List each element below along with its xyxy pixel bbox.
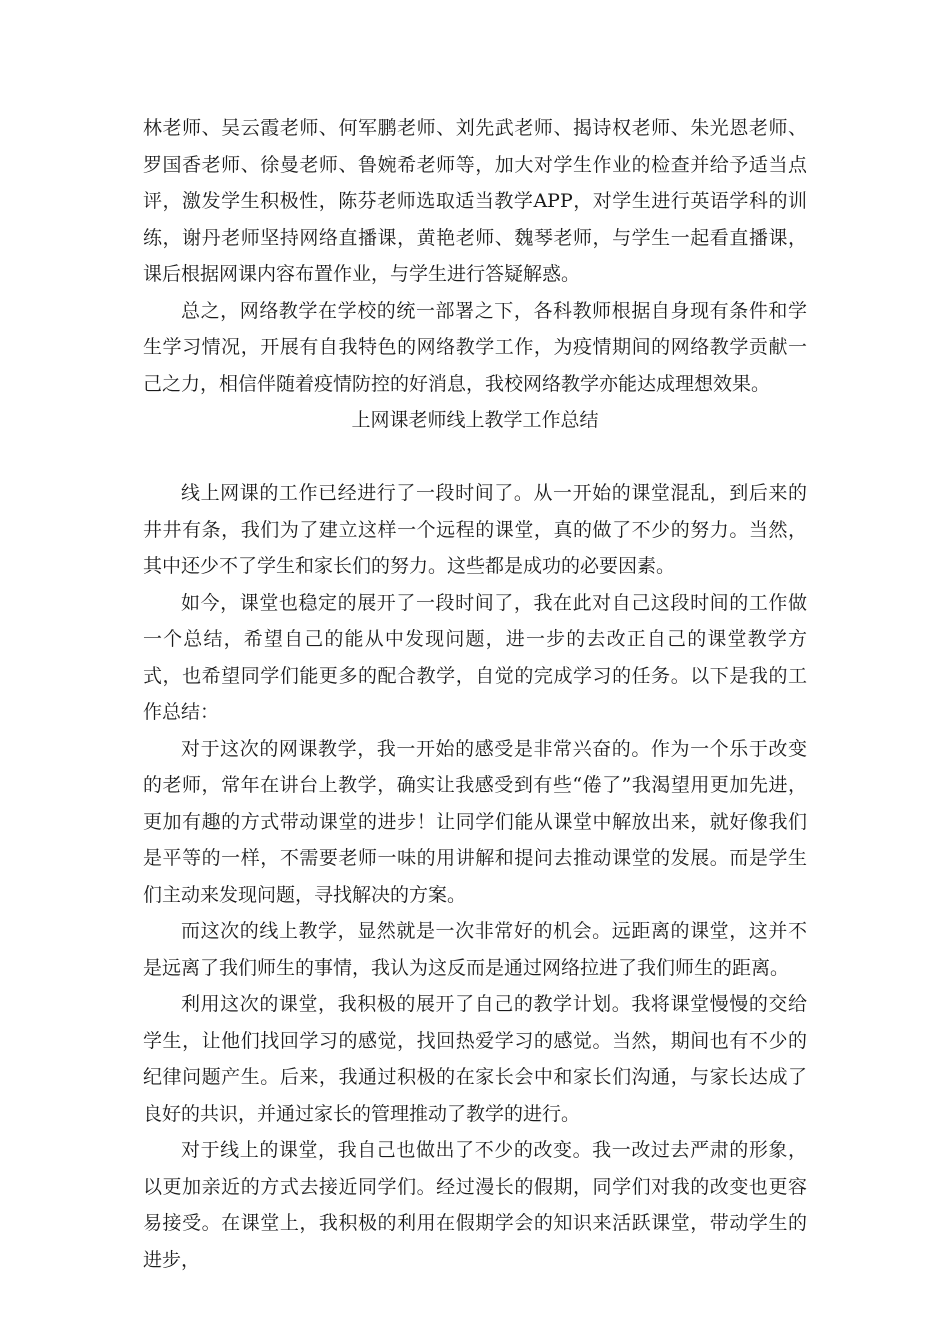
paragraph-4: 而这次的线上教学，显然就是一次非常好的机会。远距离的课堂，这并不是远离了我们师生的事情，我认为这反而是通过网络拉进了我们师生的距离。	[143, 920, 807, 979]
paragraph-2: 如今，课堂也稳定的展开了一段时间了，我在此对自己这段时间的工作做一个总结，希望自己的能从中发现问题，进一步的去改正自己的课堂教学方式，也希望同学们能更多的配合教学，自觉的完成学习的任务。以下是我的工作总结：	[143, 591, 807, 723]
paragraph-6: 对于线上的课堂，我自己也做出了不少的改变。我一改过去严肃的形象，以更加亲近的方式去接近同学们。经过漫长的假期，同学们对我的改变也更容易接受。在课堂上，我积极的利用在假期学会的知识来活跃课堂，带动学生的进步，	[143, 1139, 807, 1271]
document-title: 上网课老师线上教学工作总结	[351, 409, 599, 431]
document-page	[143, 110, 807, 1278]
paragraph-1: 线上网课的工作已经进行了一段时间了。从一开始的课堂混乱，到后来的井井有条，我们为了建立这样一个远程的课堂，真的做了不少的努力。当然，其中还少不了学生和家长们的努力。这些都是成功的必要因素。	[143, 482, 807, 577]
paragraph-3: 对于这次的网课教学，我一开始的感受是非常兴奋的。作为一个乐于改变的老师，常年在讲台上教学，确实让我感受到有些“倦了”我渴望用更加先进，更加有趣的方式带动课堂的进步！让同学们能从课堂中解放出来，就好像我们是平等的一样，不需要老师一味的用讲解和提问去推动课堂的发展。而是学生们主动来发现问题，寻找解决的方案。	[143, 737, 807, 906]
paragraph-continued: 林老师、吴云霞老师、何军鹏老师、刘先武老师、揭诗权老师、朱光恩老师、罗国香老师、徐曼老师、鲁婉希老师等，加大对学生作业的检查并给予适当点评，激发学生积极性，陈芬老师选取适当教学APP，对学生进行英语学科的训练，谢丹老师坚持网络直播课，黄艳老师、魏琴老师，与学生一起看直播课，课后根据网课内容布置作业，与学生进行答疑解惑。	[143, 117, 807, 285]
paragraph-conclusion: 总之，网络教学在学校的统一部署之下，各科教师根据自身现有条件和学生学习情况，开展有自我特色的网络教学工作，为疫情期间的网络教学贡献一己之力，相信伴随着疫情防控的好消息，我校网络教学亦能达成理想效果。	[143, 299, 807, 395]
paragraph-5: 利用这次的课堂，我积极的展开了自己的教学计划。我将课堂慢慢的交给学生，让他们找回学习的感觉，找回热爱学习的感觉。当然，期间也有不少的纪律问题产生。后来，我通过积极的在家长会中和家长们沟通，与家长达成了良好的共识，并通过家长的管理推动了教学的进行。	[143, 993, 807, 1125]
